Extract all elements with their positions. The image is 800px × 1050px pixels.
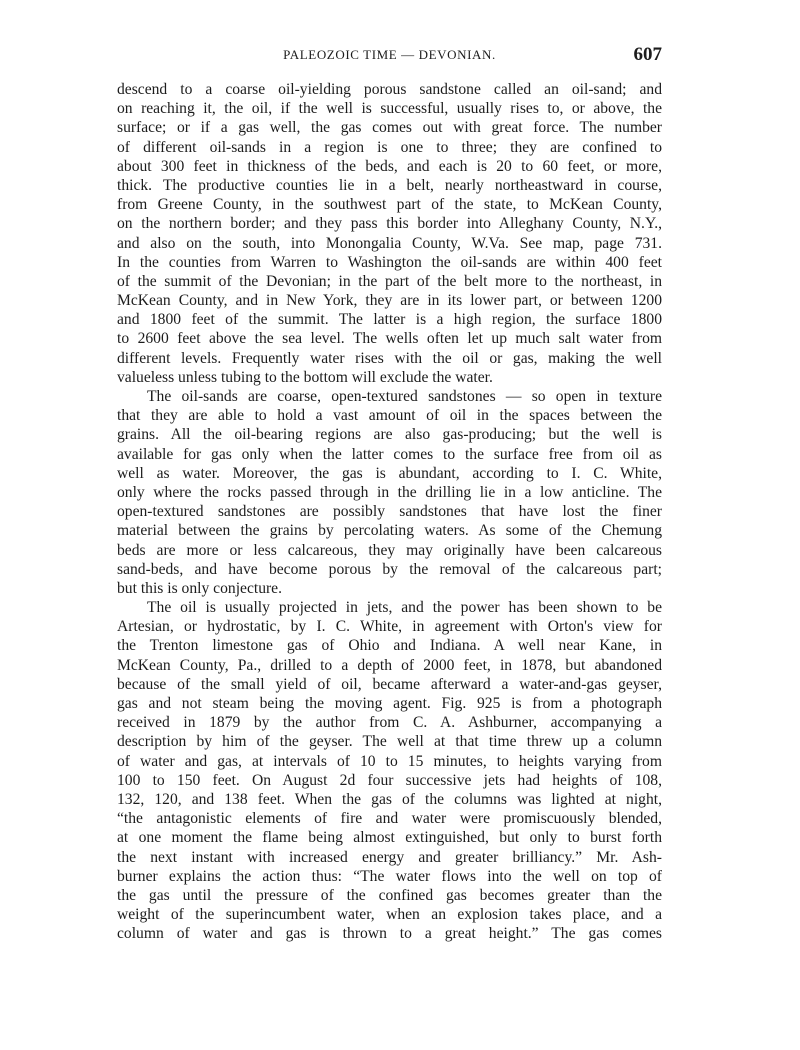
text-line: to 2600 feet above the sea level. The wells often let up much salt water from — [117, 330, 662, 348]
paragraph — [117, 80, 662, 387]
text-line: material between the grains by percolating waters. As some of the Chemung — [117, 522, 662, 540]
text-line: “the antagonistic elements of fire and water were promiscuously blended, — [117, 810, 662, 828]
text-line: thick. The productive counties lie in a belt, nearly northeastward in course, — [117, 176, 662, 194]
running-head: PALEOZOIC TIME — DEVONIAN. — [283, 47, 496, 62]
text-line: available for gas only when the latter comes to the surface free from oil as — [117, 445, 662, 463]
text-line: The oil-sands are coarse, open-textured sandstones — so open in texture — [147, 388, 662, 405]
text-line: well as water. Moreover, the gas is abundant, according to I. C. White, — [117, 464, 662, 482]
text-line: McKean County, Pa., drilled to a depth of 2000 feet, in 1878, but abandoned — [117, 656, 662, 674]
text-line: column of water and gas is thrown to a great height.” The gas comes — [117, 925, 662, 943]
text-line: of the summit of the Devonian; in the part of the belt more to the northeast, in — [117, 272, 662, 290]
text-line: 100 to 150 feet. On August 2d four successive jets had heights of 108, — [117, 771, 662, 789]
text-line: weight of the superincumbent water, when an explosion takes place, and a — [117, 906, 662, 924]
page-header — [117, 44, 662, 68]
text-line: the gas until the pressure of the confined gas becomes greater than the — [117, 886, 662, 904]
text-line: grains. All the oil-bearing regions are also gas-producing; but the well is — [117, 426, 662, 444]
text-line: surface; or if a gas well, the gas comes out with great force. The number — [117, 119, 662, 137]
text-line: and 1800 feet of the summit. The latter is a high region, the surface 1800 — [117, 311, 662, 329]
text-line: burner explains the action thus: “The water flows into the well on top of — [117, 867, 662, 885]
text-line: 132, 120, and 138 feet. When the gas of the columns was lighted at night, — [117, 790, 662, 808]
text-line: Artesian, or hydrostatic, by I. C. White, in agreement with Orton's view for — [117, 618, 662, 636]
page-number: 607 — [633, 44, 662, 65]
text-line: and also on the south, into Monongalia County, W.Va. See map, page 731. — [117, 234, 662, 252]
text-line: about 300 feet in thickness of the beds, and each is 20 to 60 feet, or more, — [117, 157, 662, 175]
text-line: gas and not steam being the moving agent. Fig. 925 is from a photograph — [117, 695, 662, 712]
text-line: sand-beds, and have become porous by the removal of the calcareous part; — [117, 560, 662, 578]
paragraph — [117, 387, 662, 598]
text-line: on the northern border; and they pass this border into Alleghany County, N.Y., — [117, 215, 662, 233]
text-line: The oil is usually projected in jets, and the power has been shown to be — [147, 599, 662, 617]
text-line: but this is only conjecture. — [117, 579, 283, 597]
text-line: at one moment the flame being almost extinguished, but only to burst forth — [117, 829, 662, 847]
text-line: the Trenton limestone gas of Ohio and Indiana. A well near Kane, in — [117, 637, 662, 655]
text-line: different levels. Frequently water rises with the oil or gas, making the well — [117, 349, 662, 367]
text-line: only where the rocks passed through in the drilling lie in a low anticline. The — [117, 483, 662, 501]
body-text — [117, 80, 662, 943]
text-line: the next instant with increased energy and greater brilliancy.” Mr. Ash- — [117, 848, 662, 866]
text-line: that they are able to hold a vast amount of oil in the spaces between the — [117, 407, 662, 425]
text-line: McKean County, and in New York, they are in its lower part, or between 1200 — [117, 292, 662, 310]
text-line: from Greene County, in the southwest part of the state, to McKean County, — [117, 196, 662, 214]
text-line: beds are more or less calcareous, they may originally have been calcareous — [117, 541, 662, 559]
text-line: description by him of the geyser. The well at that time threw up a column — [117, 733, 662, 751]
text-line: because of the small yield of oil, became afterward a water-and-gas geyser, — [117, 675, 662, 693]
text-line: open-textured sandstones are possibly sandstones that have lost the finer — [117, 503, 662, 521]
text-line: valueless unless tubing to the bottom will exclude the water. — [117, 368, 493, 386]
text-line: on reaching it, the oil, if the well is successful, usually rises to, or above, the — [117, 100, 662, 118]
paragraph — [117, 598, 662, 943]
text-line: In the counties from Warren to Washington the oil-sands are within 400 feet — [117, 253, 662, 271]
text-line: received in 1879 by the author from C. A. Ashburner, accompanying a — [117, 714, 662, 732]
text-line: of water and gas, at intervals of 10 to 15 minutes, to heights varying from — [117, 752, 662, 770]
text-line: descend to a coarse oil-yielding porous sandstone called an oil-sand; and — [117, 81, 662, 98]
text-line: of different oil-sands in a region is one to three; they are confined to — [117, 138, 662, 156]
